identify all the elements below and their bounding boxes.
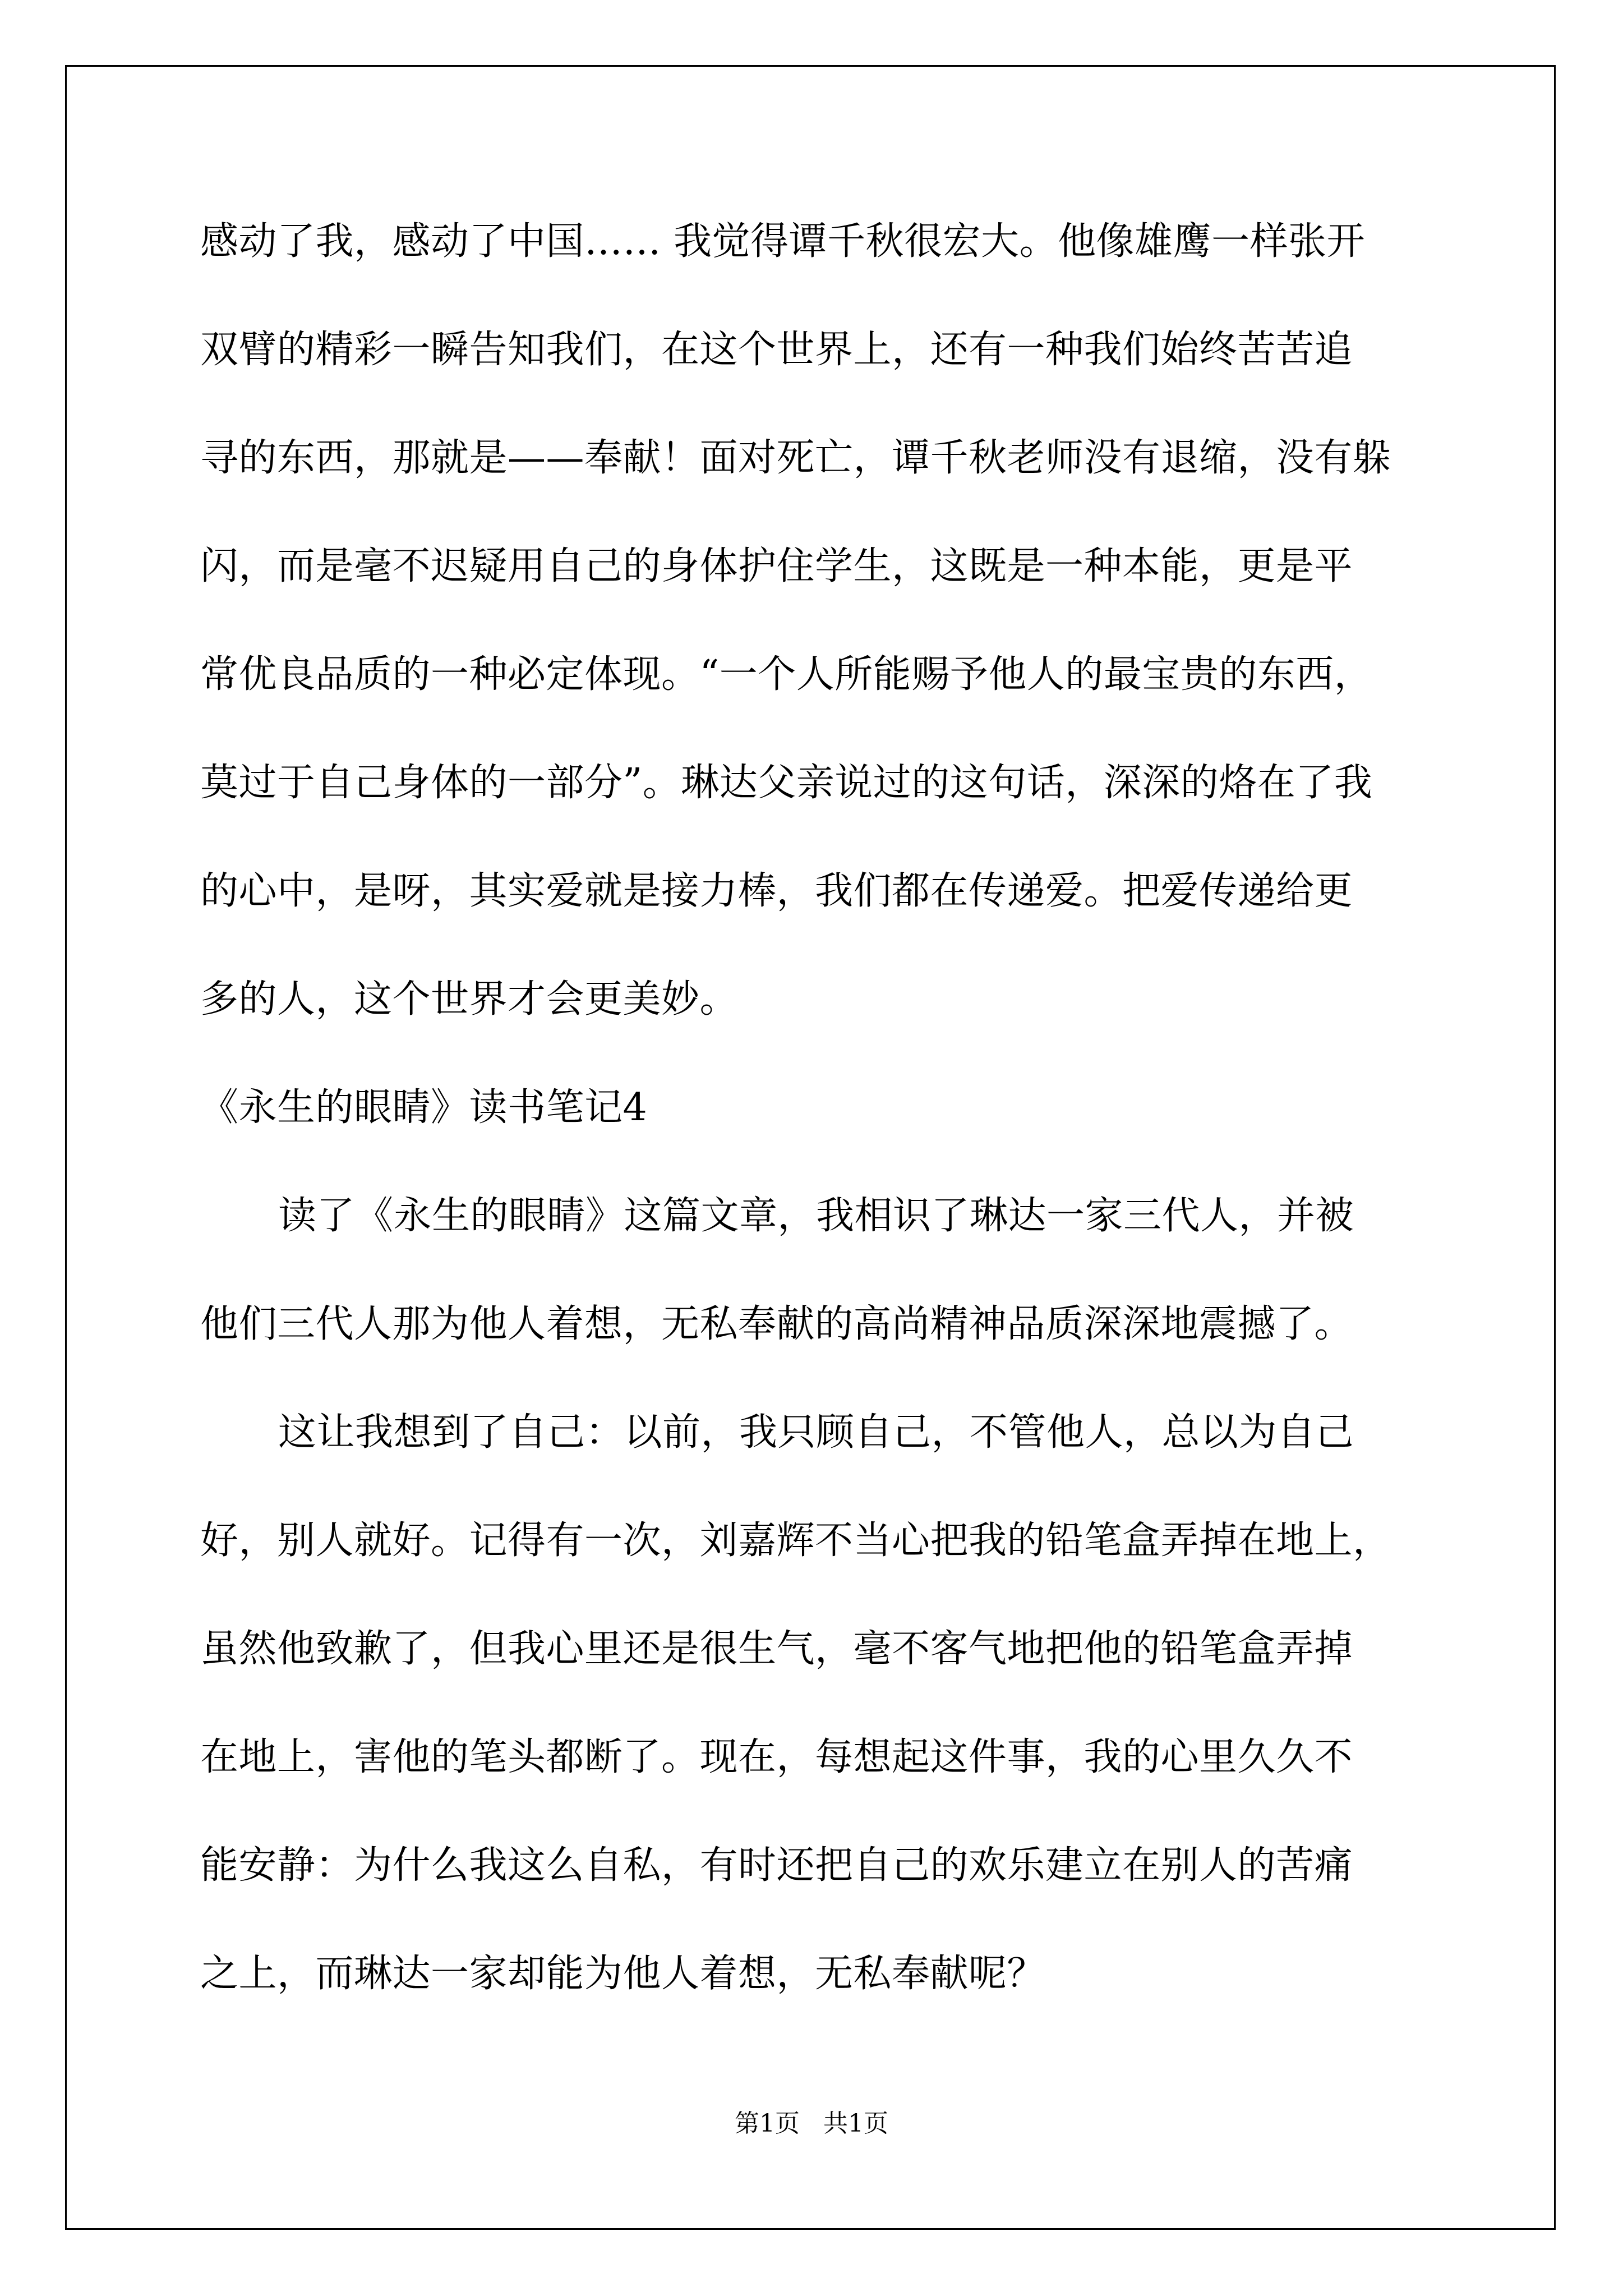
paragraph-3-line-2: 好，别人就好。记得有一次，刘嘉辉不当心把我的铅笔盒弄掉在地上， bbox=[200, 1519, 1391, 1563]
paragraph-2-line-2: 他们三代人那为他人着想，无私奉献的高尚精神品质深深地震撼了。 bbox=[200, 1302, 1353, 1346]
paragraph-3-line-4: 在地上，害他的笔头都断了。现在，每想起这件事，我的心里久久不 bbox=[200, 1735, 1353, 1779]
paragraph-1-line-4: 闪，而是毫不迟疑用自己的身体护住学生，这既是一种本能，更是平 bbox=[200, 544, 1353, 588]
paragraph-1-line-8: 多的人，这个世界才会更美妙。 bbox=[200, 977, 739, 1022]
paragraph-1-line-5: 常优良品质的一种必定体现。“一个人所能赐予他人的最宝贵的东西， bbox=[200, 652, 1373, 697]
paragraph-1-line-2: 双臂的精彩一瞬告知我们，在这个世界上，还有一种我们始终苦苦追 bbox=[200, 328, 1353, 372]
paragraph-1-line-3: 寻的东西，那就是——奉献！面对死亡，谭千秋老师没有退缩，没有躲 bbox=[200, 436, 1391, 480]
paragraph-3-line-5: 能安静：为什么我这么自私，有时还把自己的欢乐建立在别人的苦痛 bbox=[200, 1843, 1353, 1888]
section-heading: 《永生的眼睛》读书笔记4 bbox=[200, 1085, 648, 1130]
paragraph-3-line-6: 之上，而琳达一家却能为他人着想，无私奉献呢？ bbox=[200, 1952, 1046, 1996]
paragraph-3-line-1: 这让我想到了自己：以前，我只顾自己，不管他人，总以为自己 bbox=[278, 1410, 1354, 1455]
page-border bbox=[65, 65, 1556, 2230]
paragraph-2-line-1: 读了《永生的眼睛》这篇文章，我相识了琳达一家三代人，并被 bbox=[278, 1194, 1354, 1238]
page-number-footer: 第1页 共1页 bbox=[735, 2109, 888, 2138]
paragraph-3-line-3: 虽然他致歉了，但我心里还是很生气，毫不客气地把他的铅笔盒弄掉 bbox=[200, 1627, 1353, 1671]
paragraph-1-line-7: 的心中，是呀，其实爱就是接力棒，我们都在传递爱。把爱传递给更 bbox=[200, 869, 1353, 913]
paragraph-1-line-1: 感动了我，感动了中国…… 我觉得谭千秋很宏大。他像雄鹰一样张开 bbox=[200, 219, 1366, 264]
paragraph-1-line-6: 莫过于自己身体的一部分”。琳达父亲说过的这句话，深深的烙在了我 bbox=[200, 761, 1373, 805]
